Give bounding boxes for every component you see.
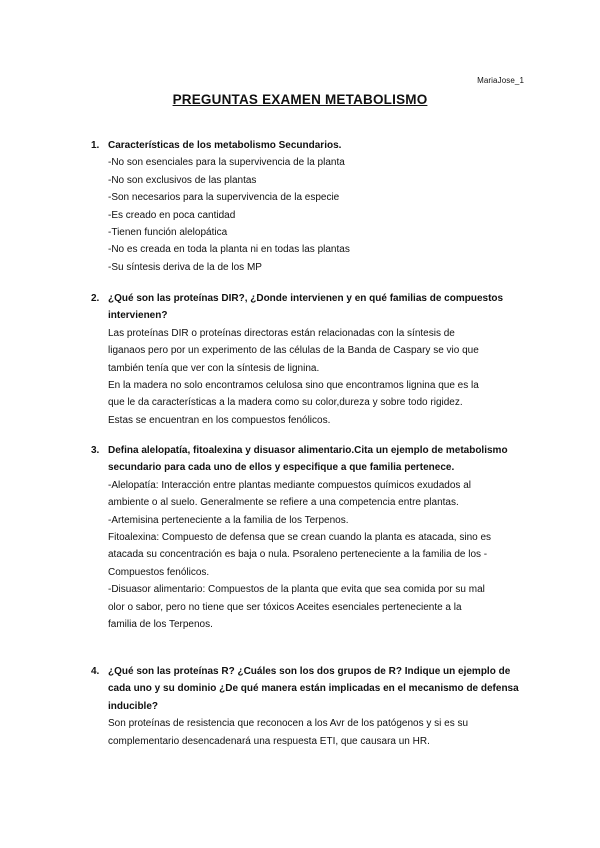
answer-line: -No son exclusivos de las plantas	[108, 174, 257, 186]
answer-line: Las proteínas DIR o proteínas directoras están relacionadas con la síntesis de	[108, 327, 455, 339]
question-number: 1.	[91, 140, 100, 151]
question-number: 3.	[91, 445, 100, 456]
answer-line: -Son necesarios para la supervivencia de la especie	[108, 192, 340, 204]
answer-line: -Disuasor alimentario: Compuestos de la planta que evita que sea comida por su mal	[108, 584, 485, 596]
question-number: 4.	[91, 666, 100, 677]
question-heading: ¿Qué son las proteínas R? ¿Cuáles son los dos grupos de R? Indique un ejemplo de cada uno y su dominio ¿De qué manera están implicadas en el mecanismo de defensa inducible?	[108, 666, 519, 712]
answer-line: Estas se encuentran en los compuestos fenólicos.	[108, 414, 331, 426]
answer-line: liganaos pero por un experimento de las células de la Banda de Caspary se vio que	[108, 345, 479, 357]
question-1	[91, 137, 531, 276]
question-heading: Características de los metabolismo Secundarios.	[108, 140, 342, 151]
answer-line: atacada su concentración es baja o nula. Psoraleno perteneciente a la familia de los -	[108, 549, 488, 561]
answer-line: -Artemisina perteneciente a la familia de los Terpenos.	[108, 514, 349, 526]
answer-line: complementario desencadenará una respuesta ETI, que causara un HR.	[108, 735, 430, 747]
answer-line: Son proteínas de resistencia que reconocen a los Avr de los patógenos y si es su	[108, 718, 469, 730]
answer-line: familia de los Terpenos.	[108, 619, 213, 631]
answer-line: -Tienen función alelopática	[108, 227, 228, 239]
answer-line: ambiente o al suelo. Generalmente se refiere a una competencia entre plantas.	[108, 497, 459, 509]
question-4	[91, 663, 531, 750]
answer-line: que le da características a la madera como su color,dureza y sobre todo rigidez.	[108, 397, 463, 409]
question-heading: ¿Qué son las proteínas DIR?, ¿Donde intervienen y en qué familias de compuestos intervienen?	[108, 293, 504, 322]
question-2	[91, 290, 531, 429]
question-number: 2.	[91, 293, 100, 304]
answer-line: -Su síntesis deriva de la de los MP	[108, 261, 262, 273]
answer-line: olor o sabor, pero no tiene que ser tóxicos Aceites esenciales perteneciente a la	[108, 601, 462, 613]
answer-line: Fitoalexina: Compuesto de defensa que se crean cuando la planta es atacada, sino es	[108, 532, 492, 544]
page-title: PREGUNTAS EXAMEN METABOLISMO	[172, 92, 428, 107]
answer-line: En la madera no solo encontramos celulosa sino que encontramos lignina que es la	[108, 380, 479, 392]
answer-line: -No son esenciales para la supervivencia de la planta	[108, 157, 345, 169]
answer-line: -No es creada en toda la planta ni en todas las plantas	[108, 244, 350, 256]
answer-line: -Alelopatía: Interacción entre plantas mediante compuestos químicos exudados al	[108, 479, 471, 491]
question-3	[91, 442, 531, 633]
answer-line: Compuestos fenólicos.	[108, 566, 210, 578]
answer-line: también tenía que ver con la síntesis de lignina.	[108, 362, 320, 374]
answer-line: -Es creado en poca cantidad	[108, 209, 236, 221]
question-heading: Defina alelopatía, fitoalexina y disuasor alimentario.Cita un ejemplo de metabolismo secundario para cada uno de ellos y especifique a que familia pertenece.	[108, 445, 508, 474]
author-label: MariaJose_1	[477, 76, 524, 85]
